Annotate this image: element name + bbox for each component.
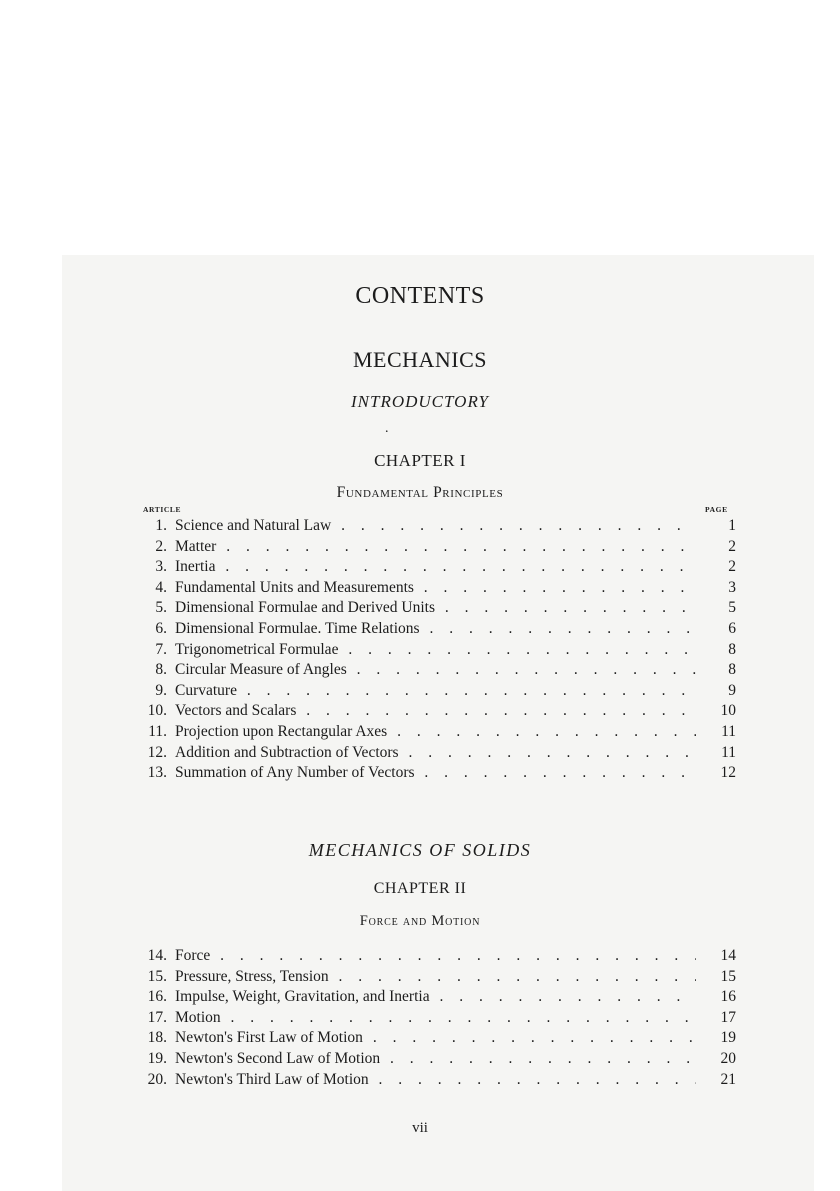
toc-entry-title: Newton's Third Law of Motion . . . (175, 1070, 698, 1091)
toc-entry (140, 537, 740, 558)
toc-entry-number: 19. (147, 1049, 167, 1067)
toc-entry-page: 8 (696, 640, 736, 661)
toc-entry-page: 17 (696, 1008, 736, 1029)
toc-entry-title: Science and Natural Law . . . (175, 516, 698, 537)
toc-entry-number: 7. (155, 640, 167, 658)
toc-entry (140, 743, 740, 764)
toc-entry-title: Trigonometrical Formulae . . . (175, 640, 698, 661)
toc-entry (140, 681, 740, 702)
toc-entry-page: 2 (696, 557, 736, 578)
toc-entry (140, 640, 740, 661)
toc-entry-number: 18. (147, 1029, 167, 1047)
toc-entry-page: 21 (696, 1070, 736, 1091)
toc-entry (140, 578, 740, 599)
toc-entry-title: Newton's First Law of Motion . . . (175, 1028, 698, 1049)
toc-entry-number: 3. (155, 558, 167, 576)
toc-entry (140, 598, 740, 619)
toc-entry-title: Curvature . . . (175, 681, 698, 702)
stray-mark: . (385, 421, 389, 436)
toc-entry (140, 987, 740, 1008)
toc-entry-page: 14 (696, 946, 736, 967)
toc-entry-page: 9 (696, 681, 736, 702)
toc-entry-number: 11. (148, 722, 167, 740)
toc-entry-number: 20. (147, 1070, 167, 1088)
toc-entry-number: 4. (155, 578, 167, 596)
toc-entry-number: 8. (155, 661, 167, 679)
toc-entry (140, 660, 740, 681)
page-column-header: PAGE (705, 505, 728, 514)
toc-entry-title: Force . . . (175, 946, 698, 967)
toc-entry-page: 8 (696, 660, 736, 681)
toc-entry-title: Motion . . . (175, 1008, 698, 1029)
toc-entry (140, 763, 740, 784)
toc-entry-title: Circular Measure of Angles . . . (175, 660, 698, 681)
toc-entry-page: 5 (696, 598, 736, 619)
toc-entry-page: 12 (696, 763, 736, 784)
toc-entry (140, 1049, 740, 1070)
toc-entry-number: 6. (155, 619, 167, 637)
toc-entry-number: 9. (155, 681, 167, 699)
toc-entry-page: 15 (696, 967, 736, 988)
toc-entry-page: 11 (696, 722, 736, 743)
chapter-1-label: CHAPTER I (374, 451, 466, 470)
toc-entry-number: 1. (155, 517, 167, 534)
toc-entry-title: Newton's Second Law of Motion . . . (175, 1049, 698, 1070)
toc-entry-title: Summation of Any Number of Vectors . . . (175, 763, 698, 784)
toc-entry-number: 10. (147, 702, 167, 720)
article-column-header: ARTICLE (143, 505, 182, 514)
chapter-2-subtitle: Force and Motion (359, 913, 481, 929)
toc-entry (140, 619, 740, 640)
toc-entry-number: 13. (147, 764, 167, 782)
toc-entry-title: Impulse, Weight, Gravitation, and Inertia . . . (175, 987, 698, 1008)
toc-entry-number: 2. (155, 537, 167, 555)
toc-entry-number: 5. (155, 599, 167, 617)
toc-entry (140, 1008, 740, 1029)
toc-entry (140, 516, 740, 537)
introductory-heading: INTRODUCTORY (351, 392, 489, 411)
toc-entry (140, 557, 740, 578)
toc-entry-page: 20 (696, 1049, 736, 1070)
toc-entry-title: Dimensional Formulae and Derived Units . . . (175, 598, 698, 619)
page-folio: vii (412, 1120, 428, 1136)
toc-entry-page: 2 (696, 537, 736, 558)
chapter-2-label: CHAPTER II (373, 880, 467, 897)
toc-entry (140, 967, 740, 988)
contents-heading: CONTENTS (355, 283, 485, 309)
toc-entry-title: Vectors and Scalars . . . (175, 701, 698, 722)
toc-entry (140, 722, 740, 743)
toc-entry-page: 11 (696, 743, 736, 764)
toc-entry-title: Pressure, Stress, Tension . . . (175, 967, 698, 988)
toc-entry-title: Projection upon Rectangular Axes . . . (175, 722, 698, 743)
toc-entry-title: Dimensional Formulae. Time Relations . . . (175, 619, 698, 640)
toc-entry-page: 16 (696, 987, 736, 1008)
toc-entry-number: 12. (147, 743, 167, 761)
toc-entry-page: 3 (696, 578, 736, 599)
toc-entry-page: 1 (696, 516, 736, 537)
toc-entry (140, 946, 740, 967)
toc-entry-title: Matter . . . (175, 537, 698, 558)
toc-entry-page: 19 (696, 1028, 736, 1049)
toc-entry-page: 10 (696, 701, 736, 722)
toc-entry-title: Addition and Subtraction of Vectors . . . (175, 743, 698, 764)
toc-entry (140, 1028, 740, 1049)
chapter-1-toc (140, 516, 740, 784)
section-title-solids: MECHANICS OF SOLIDS (308, 840, 532, 860)
toc-entry-title: Inertia . . . (175, 557, 698, 578)
toc-entry-number: 14. (147, 947, 167, 964)
toc-entry-page: 6 (696, 619, 736, 640)
toc-entry-number: 15. (147, 967, 167, 985)
chapter-2-toc (140, 946, 740, 1090)
part-title: MECHANICS (352, 347, 488, 372)
toc-entry (140, 701, 740, 722)
toc-entry-number: 16. (147, 988, 167, 1006)
toc-entry (140, 1070, 740, 1091)
toc-entry-title: Fundamental Units and Measurements . . . (175, 578, 698, 599)
toc-entry-number: 17. (147, 1008, 167, 1026)
chapter-1-subtitle: Fundamental Principles (336, 484, 504, 501)
